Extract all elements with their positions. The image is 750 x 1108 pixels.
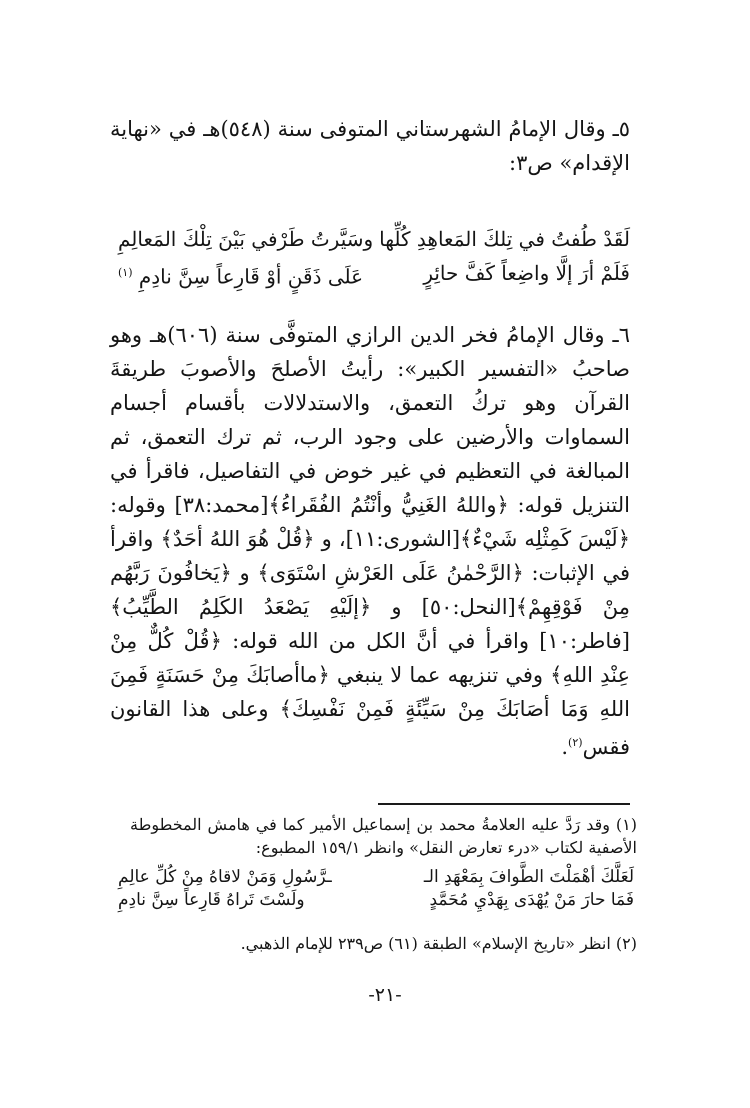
poem-line-1-first-hemistich: لَقَدْ طُفتُ في تِلكَ المَعاهِدِ كُلِّها <box>379 227 630 251</box>
poem-line-2-first-hemistich: فَلَمْ أرَ إلَّا واضِعاً كَفَّ حائِرٍ <box>423 261 630 285</box>
paragraph-6-text: ٦ـ وقال الإمامُ فخر الدين الرازي المتوفَّى سنة (٦٠٦)هـ وهو صاحبُ «التفسير الكبير»: رأيتُ الأصلحَ والأصوبَ طريقةَ القرآن وهو تركُ التعمق، والاستدلالات بأقسام أجسام السماوات والأرضين على وجود الرب، ثم ترك التعمق، ثم المبالغة في التعظيم في غير خوض في التفاصيل، فاقرأ في التنزيل قوله: ﴿واللهُ الغَنِيُّ وأنْتُمُ الفُقَراءُ﴾[محمد:٣٨] وقوله: ﴿لَيْسَ كَمِثْلِه شَيْءٌ﴾[الشورى:١١]، و ﴿قُلْ هُوَ اللهُ أحَدٌ﴾ واقرأ في الإثبات: ﴿الرَّحْمٰنُ عَلَى العَرْشِ اسْتَوَى﴾ و ﴿يَخافُونَ رَبَّهُم مِنْ فَوْقِهِمْ﴾[النحل:٥٠] و ﴿إلَيْهِ يَصْعَدُ الكَلِمُ الطَّيِّبُ﴾[فاطر:١٠] واقرأ في أنَّ الكل من الله قوله: ﴿قُلْ كُلٌّ مِنْ عِنْدِ اللهِ﴾ وفي تنزيهه عما لا ينبغي ﴿ماأصابَكَ مِنْ حَسَنَةٍ فَمِنَ اللهِ وَمَا أصَابَكَ مِنْ سَيِّئَةٍ فَمِنْ نَفْسِكَ﴾ وعلى هذا القانون فقس <box>110 323 631 759</box>
footnote-marker-1: (١) <box>118 266 133 279</box>
paragraph-5 <box>110 112 630 180</box>
footnote-poem-line-1-second-hemistich: ـرَّسُولِ وَمَنْ لاقاهُ مِنْ كُلِّ عالِمِ <box>118 867 332 887</box>
poem-line-1-second-hemistich: وسَيَّرتُ طَرْفي بَيْنَ تِلْكَ المَعالِمِ <box>118 227 374 251</box>
footnote-poem-line-1 <box>118 866 634 889</box>
footnote-poem-line-2-first-hemistich: فَمَا حارَ مَنْ يُهْدَى بِهَدْيِ مُحَمَّدٍ <box>429 890 634 910</box>
poem-line-2-second-hemistich-wrap <box>118 256 363 290</box>
poem-verses <box>118 222 630 290</box>
footnote-separator <box>378 803 630 805</box>
paragraph-5-text: ٥ـ وقال الإمامُ الشهرستاني المتوفى سنة (٥٤٨)هـ في «نهاية الإقدام» ص٣: <box>110 117 630 175</box>
footnote-2-text: (٢) انظر «تاريخ الإسلام» الطبقة (٦١) ص٢٣٩ للإمام الذهبي. <box>240 934 637 953</box>
footnote-poem-line-1-first-hemistich: لَعَلَّكَ أهْمَلْتَ الطَّوافَ بِمَعْهَدِ الـ <box>423 867 634 887</box>
poem-line-1 <box>118 222 630 256</box>
footnote-1-text: (١) وقد رَدَّ عليه العلامةُ محمد بن إسماعيل الأمير كما في هامش المخطوطة الأصفية لكتاب «درء تعارض النقل» وانظر ١٥٩/١ المطبوع: <box>130 815 637 857</box>
footnote-poem-line-2 <box>118 889 634 912</box>
footnote-2 <box>130 932 637 955</box>
footnote-1 <box>130 813 637 859</box>
paragraph-6: ٦ـ وقال الإمامُ فخر الدين الرازي المتوفَّى سنة (٦٠٦)هـ وهو صاحبُ «التفسير الكبير»: رأيتُ الأصلحَ والأصوبَ طريقةَ القرآن وهو تركُ التعمق، والاستدلالات بأقسام أجسام السماوات والأرضين على وجود الرب، ثم ترك التعمق، ثم المبالغة في التعظيم في غير خوض في التفاصيل، فاقرأ في التنزيل قوله: ﴿واللهُ الغَنِيُّ وأنْتُمُ الفُقَراءُ﴾[محمد:٣٨] وقوله: ﴿لَيْسَ كَمِثْلِه شَيْءٌ﴾[الشورى:١١]، و ﴿قُلْ هُوَ اللهُ أحَدٌ﴾ واقرأ في الإثبات: ﴿الرَّحْمٰنُ عَلَى العَرْشِ اسْتَوَى﴾ و ﴿يَخافُونَ رَبَّهُم مِنْ فَوْقِهِمْ﴾[النحل:٥٠] و ﴿إلَيْهِ يَصْعَدُ الكَلِمُ الطَّيِّبُ﴾[فاطر:١٠] واقرأ في أنَّ الكل من الله قوله: ﴿قُلْ كُلٌّ مِنْ عِنْدِ اللهِ﴾ وفي تنزيهه عما لا ينبغي ﴿ماأصابَكَ مِنْ حَسَنَةٍ فَمِنَ اللهِ وَمَا أصَابَكَ مِنْ سَيِّئَةٍ فَمِنْ نَفْسِكَ﴾ وعلى هذا القانون فقس$^{(٢)}$. <box>110 323 631 759</box>
footnote-poem <box>118 866 634 912</box>
poem-line-2 <box>118 256 630 290</box>
page-number: -٢١- <box>368 984 402 1006</box>
footnote-marker-2: (٢) <box>568 736 583 749</box>
footnote-poem-line-2-second-hemistich: ولَسْتَ تَراهُ قَارِعاً سِنَّ نادِمِ <box>118 890 305 910</box>
poem-line-2-second-hemistich: عَلَى ذَقَنٍ أوْ قَارِعاً سِنَّ نادِمِ <box>138 264 364 289</box>
